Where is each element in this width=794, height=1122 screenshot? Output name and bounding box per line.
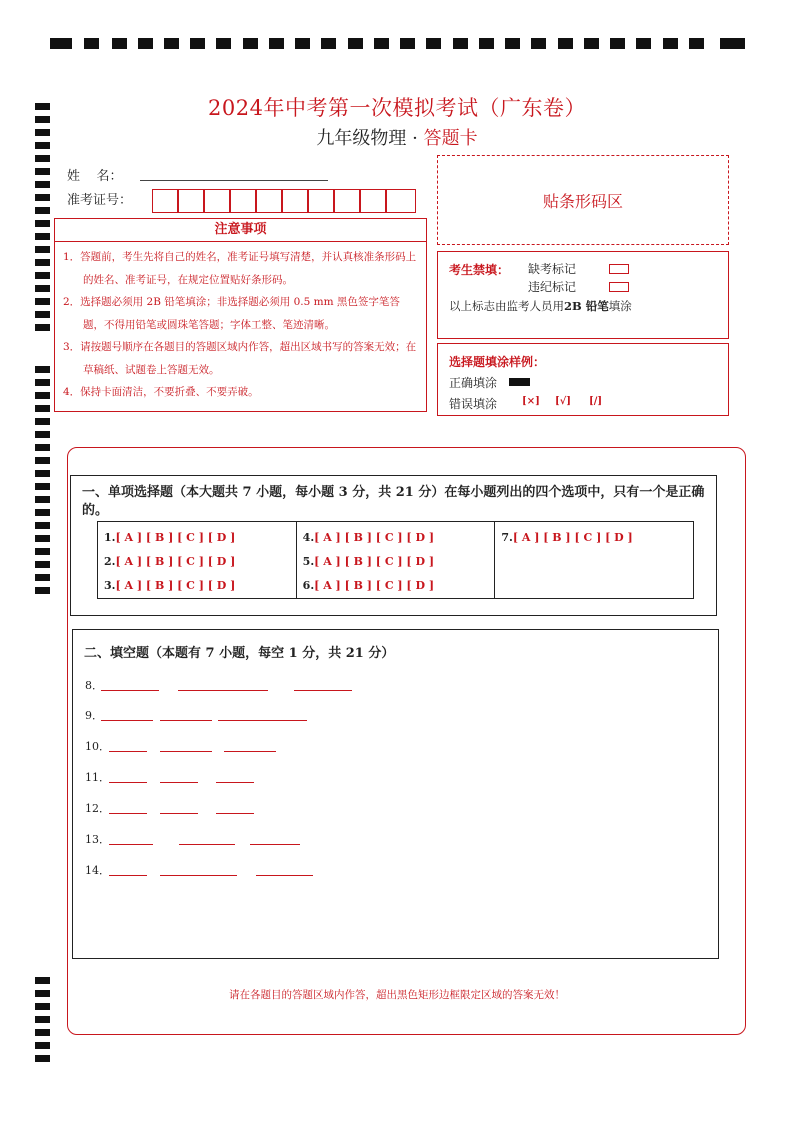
- wrong-sample-slash: [/]: [589, 396, 603, 407]
- answer-blank[interactable]: [256, 875, 313, 876]
- absent-mark-label: 缺考标记: [528, 262, 577, 276]
- fill-row-label: 8．: [85, 679, 103, 692]
- fill-row-label: 10．: [85, 740, 110, 753]
- answer-blank[interactable]: [160, 751, 212, 752]
- name-label: 姓 名：: [67, 169, 123, 184]
- answer-blank[interactable]: [160, 813, 198, 814]
- id-digit-box[interactable]: [204, 189, 230, 213]
- question-row[interactable]: 5.[ A ] [ B ] [ C ] [ D ]: [302, 555, 435, 568]
- answer-blank[interactable]: [216, 813, 254, 814]
- fill-row-label: 12．: [85, 802, 110, 815]
- id-digit-box[interactable]: [230, 189, 256, 213]
- barcode-label: 贴条形码区: [542, 191, 623, 211]
- fill-row-label: 14．: [85, 864, 110, 877]
- timing-marks-top: [50, 38, 745, 50]
- fill-row-label: 11．: [85, 771, 110, 784]
- barcode-area: [437, 155, 729, 245]
- question-row[interactable]: 6.[ A ] [ B ] [ C ] [ D ]: [302, 579, 435, 592]
- banned-label: 考生禁填：: [449, 263, 510, 277]
- answer-blank[interactable]: [250, 844, 300, 845]
- absent-mark-box[interactable]: [609, 264, 629, 274]
- answer-blank[interactable]: [160, 875, 237, 876]
- footer-warning: 请在各题目的答题区域内作答，超出黑色矩形边框限定区域的答案无效！: [229, 989, 565, 1001]
- fill-row-label: 9．: [85, 709, 103, 722]
- answer-blank[interactable]: [224, 751, 276, 752]
- choice-column: [495, 522, 693, 598]
- grade-subject: 九年级物理: [316, 128, 407, 149]
- answer-blank[interactable]: [160, 782, 198, 783]
- id-digit-box[interactable]: [282, 189, 308, 213]
- banned-note-text: 以上标志由监考人员用: [449, 299, 564, 313]
- notice-item: 1．答题前，考生先将自己的姓名，准考证号填写清楚，并认真核准条形码上的姓名、准考证号，在规定位置贴好条形码。: [63, 251, 417, 286]
- id-digit-box[interactable]: [360, 189, 386, 213]
- answer-blank[interactable]: [216, 782, 254, 783]
- answer-blank[interactable]: [109, 844, 153, 845]
- id-digit-box[interactable]: [152, 189, 178, 213]
- wrong-fill-label: 错误填涂: [449, 397, 498, 411]
- wrong-sample-check: [√]: [555, 396, 572, 407]
- id-digit-box[interactable]: [334, 189, 360, 213]
- violation-mark-box[interactable]: [609, 282, 629, 292]
- examiner-marks-box: [437, 251, 729, 339]
- question-row[interactable]: 1.[ A ] [ B ] [ C ] [ D ]: [104, 531, 236, 544]
- answer-blank[interactable]: [218, 720, 307, 721]
- section2-title: 二、填空题（本题有 7 小题，每空 1 分，共 21 分）: [84, 646, 395, 661]
- question-row[interactable]: 4.[ A ] [ B ] [ C ] [ D ]: [302, 531, 435, 544]
- banned-note: [449, 298, 632, 314]
- answer-blank[interactable]: [109, 751, 147, 752]
- answer-blank[interactable]: [178, 690, 268, 691]
- correct-fill-label: 正确填涂: [449, 376, 498, 390]
- answer-card-label: 答题卡: [423, 128, 478, 149]
- answer-blank[interactable]: [101, 690, 159, 691]
- id-digit-box[interactable]: [386, 189, 416, 213]
- name-field[interactable]: [140, 180, 328, 181]
- notice-heading: 注意事项: [55, 219, 426, 242]
- id-digit-box[interactable]: [308, 189, 334, 213]
- id-digit-box[interactable]: [256, 189, 282, 213]
- banned-note-pencil: 2B 铅笔: [564, 299, 609, 313]
- subtitle-dot: ·: [412, 128, 418, 149]
- answer-blank[interactable]: [109, 782, 147, 783]
- fill-row-label: 13．: [85, 833, 110, 846]
- answer-blank[interactable]: [109, 875, 147, 876]
- choice-column: [98, 522, 297, 598]
- sample-heading: 选择题填涂样例：: [449, 355, 546, 369]
- section-multiple-choice: [70, 475, 717, 616]
- id-digit-box[interactable]: [178, 189, 204, 213]
- correct-fill-sample: [509, 378, 530, 386]
- fill-sample-box: [437, 343, 729, 416]
- id-label: 准考证号：: [67, 193, 133, 208]
- answer-blank[interactable]: [160, 720, 212, 721]
- wrong-sample-x: [×]: [522, 396, 540, 407]
- banned-note-end: 填涂: [608, 299, 632, 313]
- question-row[interactable]: 3.[ A ] [ B ] [ C ] [ D ]: [104, 579, 236, 592]
- exam-subtitle: [0, 124, 794, 150]
- answer-blank[interactable]: [294, 690, 352, 691]
- notice-item: 2．选择题必须用 2B 铅笔填涂；非选择题必须用 0.5 mm 黑色签字笔答题，不得用铅笔或圆珠笔答题；字体工整、笔迹清晰。: [63, 296, 400, 331]
- notice-box: [54, 218, 427, 412]
- notice-item: 3．请按题号顺序在各题目的答题区域内作答，超出区域书写的答案无效；在草稿纸、试题卷上答题无效。: [63, 341, 417, 376]
- exam-title: 2024年中考第一次模拟考试（广东卷）: [208, 96, 586, 120]
- question-row[interactable]: 2.[ A ] [ B ] [ C ] [ D ]: [104, 555, 236, 568]
- question-row[interactable]: 7.[ A ] [ B ] [ C ] [ D ]: [501, 531, 633, 544]
- notice-item: 4．保持卡面清洁，不要折叠、不要弄破。: [63, 386, 259, 398]
- answer-blank[interactable]: [109, 813, 147, 814]
- section-fill-in: [72, 629, 719, 959]
- violation-mark-label: 违纪标记: [528, 280, 577, 294]
- answer-blank[interactable]: [179, 844, 235, 845]
- choice-column: [297, 522, 496, 598]
- choice-grid: [97, 521, 694, 599]
- answer-blank[interactable]: [101, 720, 153, 721]
- section1-title: 一、单项选择题（本大题共 7 小题，每小题 3 分，共 21 分）在每小题列出的四个选项中，只有一个是正确的。: [82, 485, 705, 518]
